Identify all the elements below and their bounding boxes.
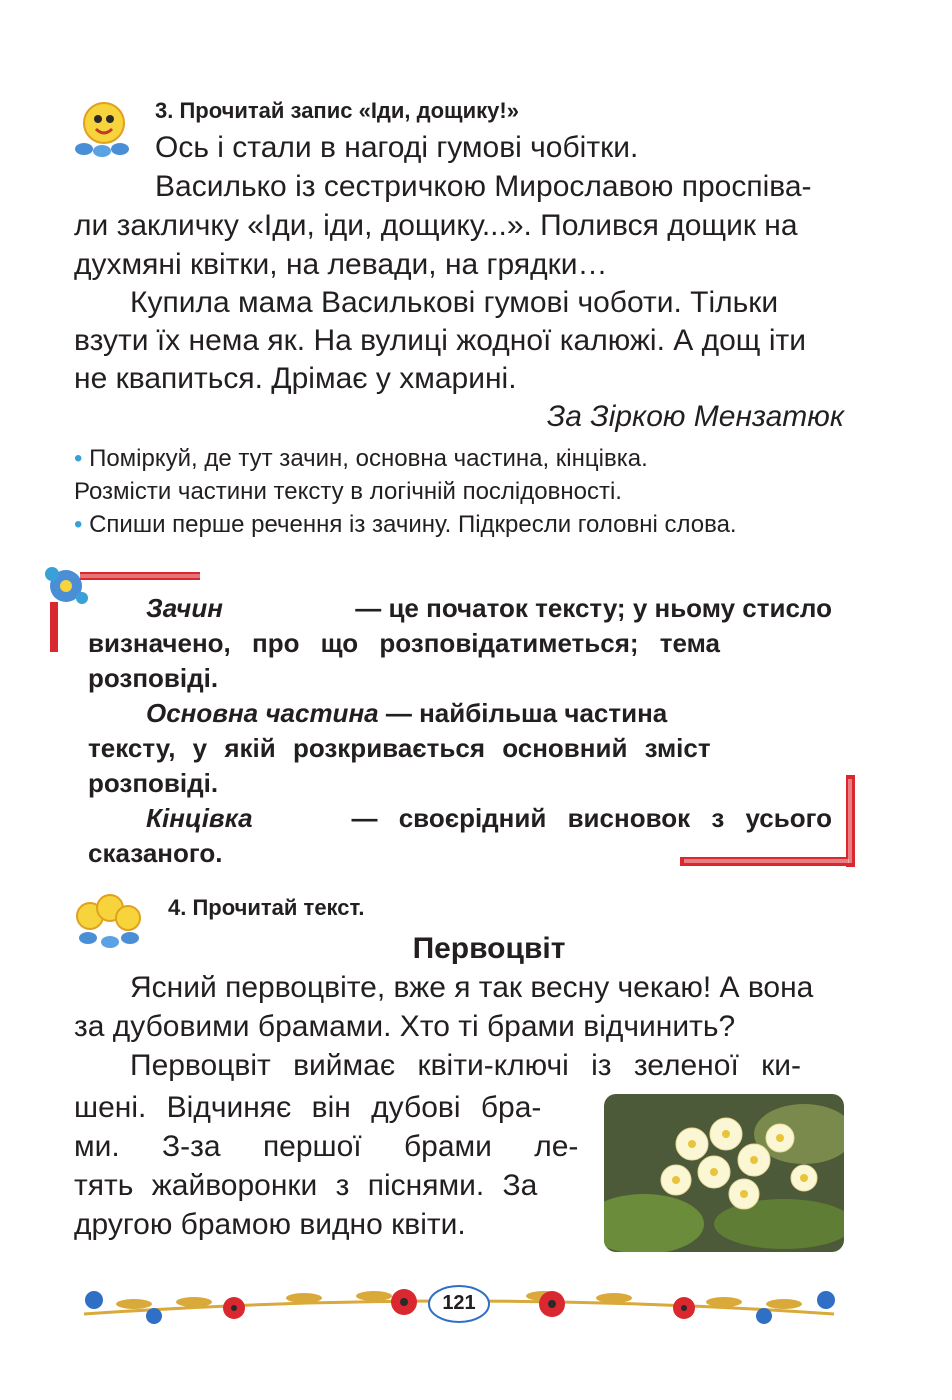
term-intro: Зачин	[146, 593, 223, 623]
rule-line	[146, 803, 832, 834]
task4-title: 4. Прочитай текст.	[168, 895, 365, 920]
sun-mascot-icon	[70, 95, 136, 161]
text-heading: Первоцвіт	[412, 932, 566, 965]
instruction-text: Поміркуй, де тут зачин, основна частина, кінцівка.	[89, 445, 648, 472]
rule-text: — найбільша частина	[385, 698, 668, 728]
instruction-item	[74, 508, 844, 541]
bullet-icon: •	[74, 445, 90, 472]
task3-instructions	[74, 442, 844, 541]
term-ending: Кінцівка	[146, 803, 253, 833]
bullet-icon: •	[74, 511, 90, 538]
rule-text: — своєрідний висновок з усього	[351, 803, 832, 833]
task3-title: 3. Прочитай запис «Іди, дощику!»	[155, 98, 519, 123]
text-line: тять жайворонки з піснями. За	[74, 1169, 538, 1202]
text-line: ми. З-за першої брами ле-	[74, 1130, 579, 1163]
term-main-part: Основна частина	[146, 698, 379, 728]
instruction-text: Розмісти частини тексту в логічній послідовності.	[74, 478, 622, 505]
instruction-item	[74, 442, 844, 475]
rule-line: визначено, про що розповідатиметься; тема	[88, 628, 720, 658]
author-signature: За Зіркою Мензатюк	[546, 400, 844, 433]
text-line: за дубовими брамами. Хто ті брами відчинить?	[74, 1010, 736, 1043]
rule-line: розповіді.	[88, 768, 219, 798]
rule-line: сказаного.	[88, 838, 223, 868]
text-line: ли закличку «Іди, іди, дощику...». Полився дощик на	[74, 209, 798, 242]
text-line: Первоцвіт виймає квіти-ключі із зеленої ки-	[130, 1049, 801, 1082]
text-line: духмяні квітки, на левади, на грядки…	[74, 248, 608, 281]
text-line: Василько із сестричкою Мирославою проспіва-	[155, 170, 812, 203]
rule-line: розповіді.	[88, 663, 219, 693]
rule-text: — це початок тексту; у ньому стисло	[355, 593, 832, 623]
rule-line: тексту, у якій розкривається основний зміст	[88, 733, 711, 763]
rule-line	[146, 593, 832, 624]
primrose-photo	[604, 1094, 844, 1252]
text-line: взути їх нема як. На вулиці жодної калюжі. А дощ іти	[74, 324, 806, 357]
text-line: шені. Відчиняє він дубові бра-	[74, 1091, 542, 1124]
instruction-text: Спиши перше речення із зачину. Підкресли головні слова.	[89, 511, 737, 538]
page-number: 121	[442, 1292, 476, 1314]
text-line: Купила мама Василькові гумові чоботи. Тільки	[130, 286, 779, 319]
text-line: Ось і стали в нагоді гумові чобітки.	[155, 131, 639, 164]
text-line: другою брамою видно квіти.	[74, 1208, 466, 1241]
text-line: Ясний первоцвіте, вже я так весну чекаю! А вона	[130, 971, 814, 1004]
rule-line	[146, 698, 916, 729]
text-line: не квапиться. Дрімає у хмарині.	[74, 362, 517, 395]
